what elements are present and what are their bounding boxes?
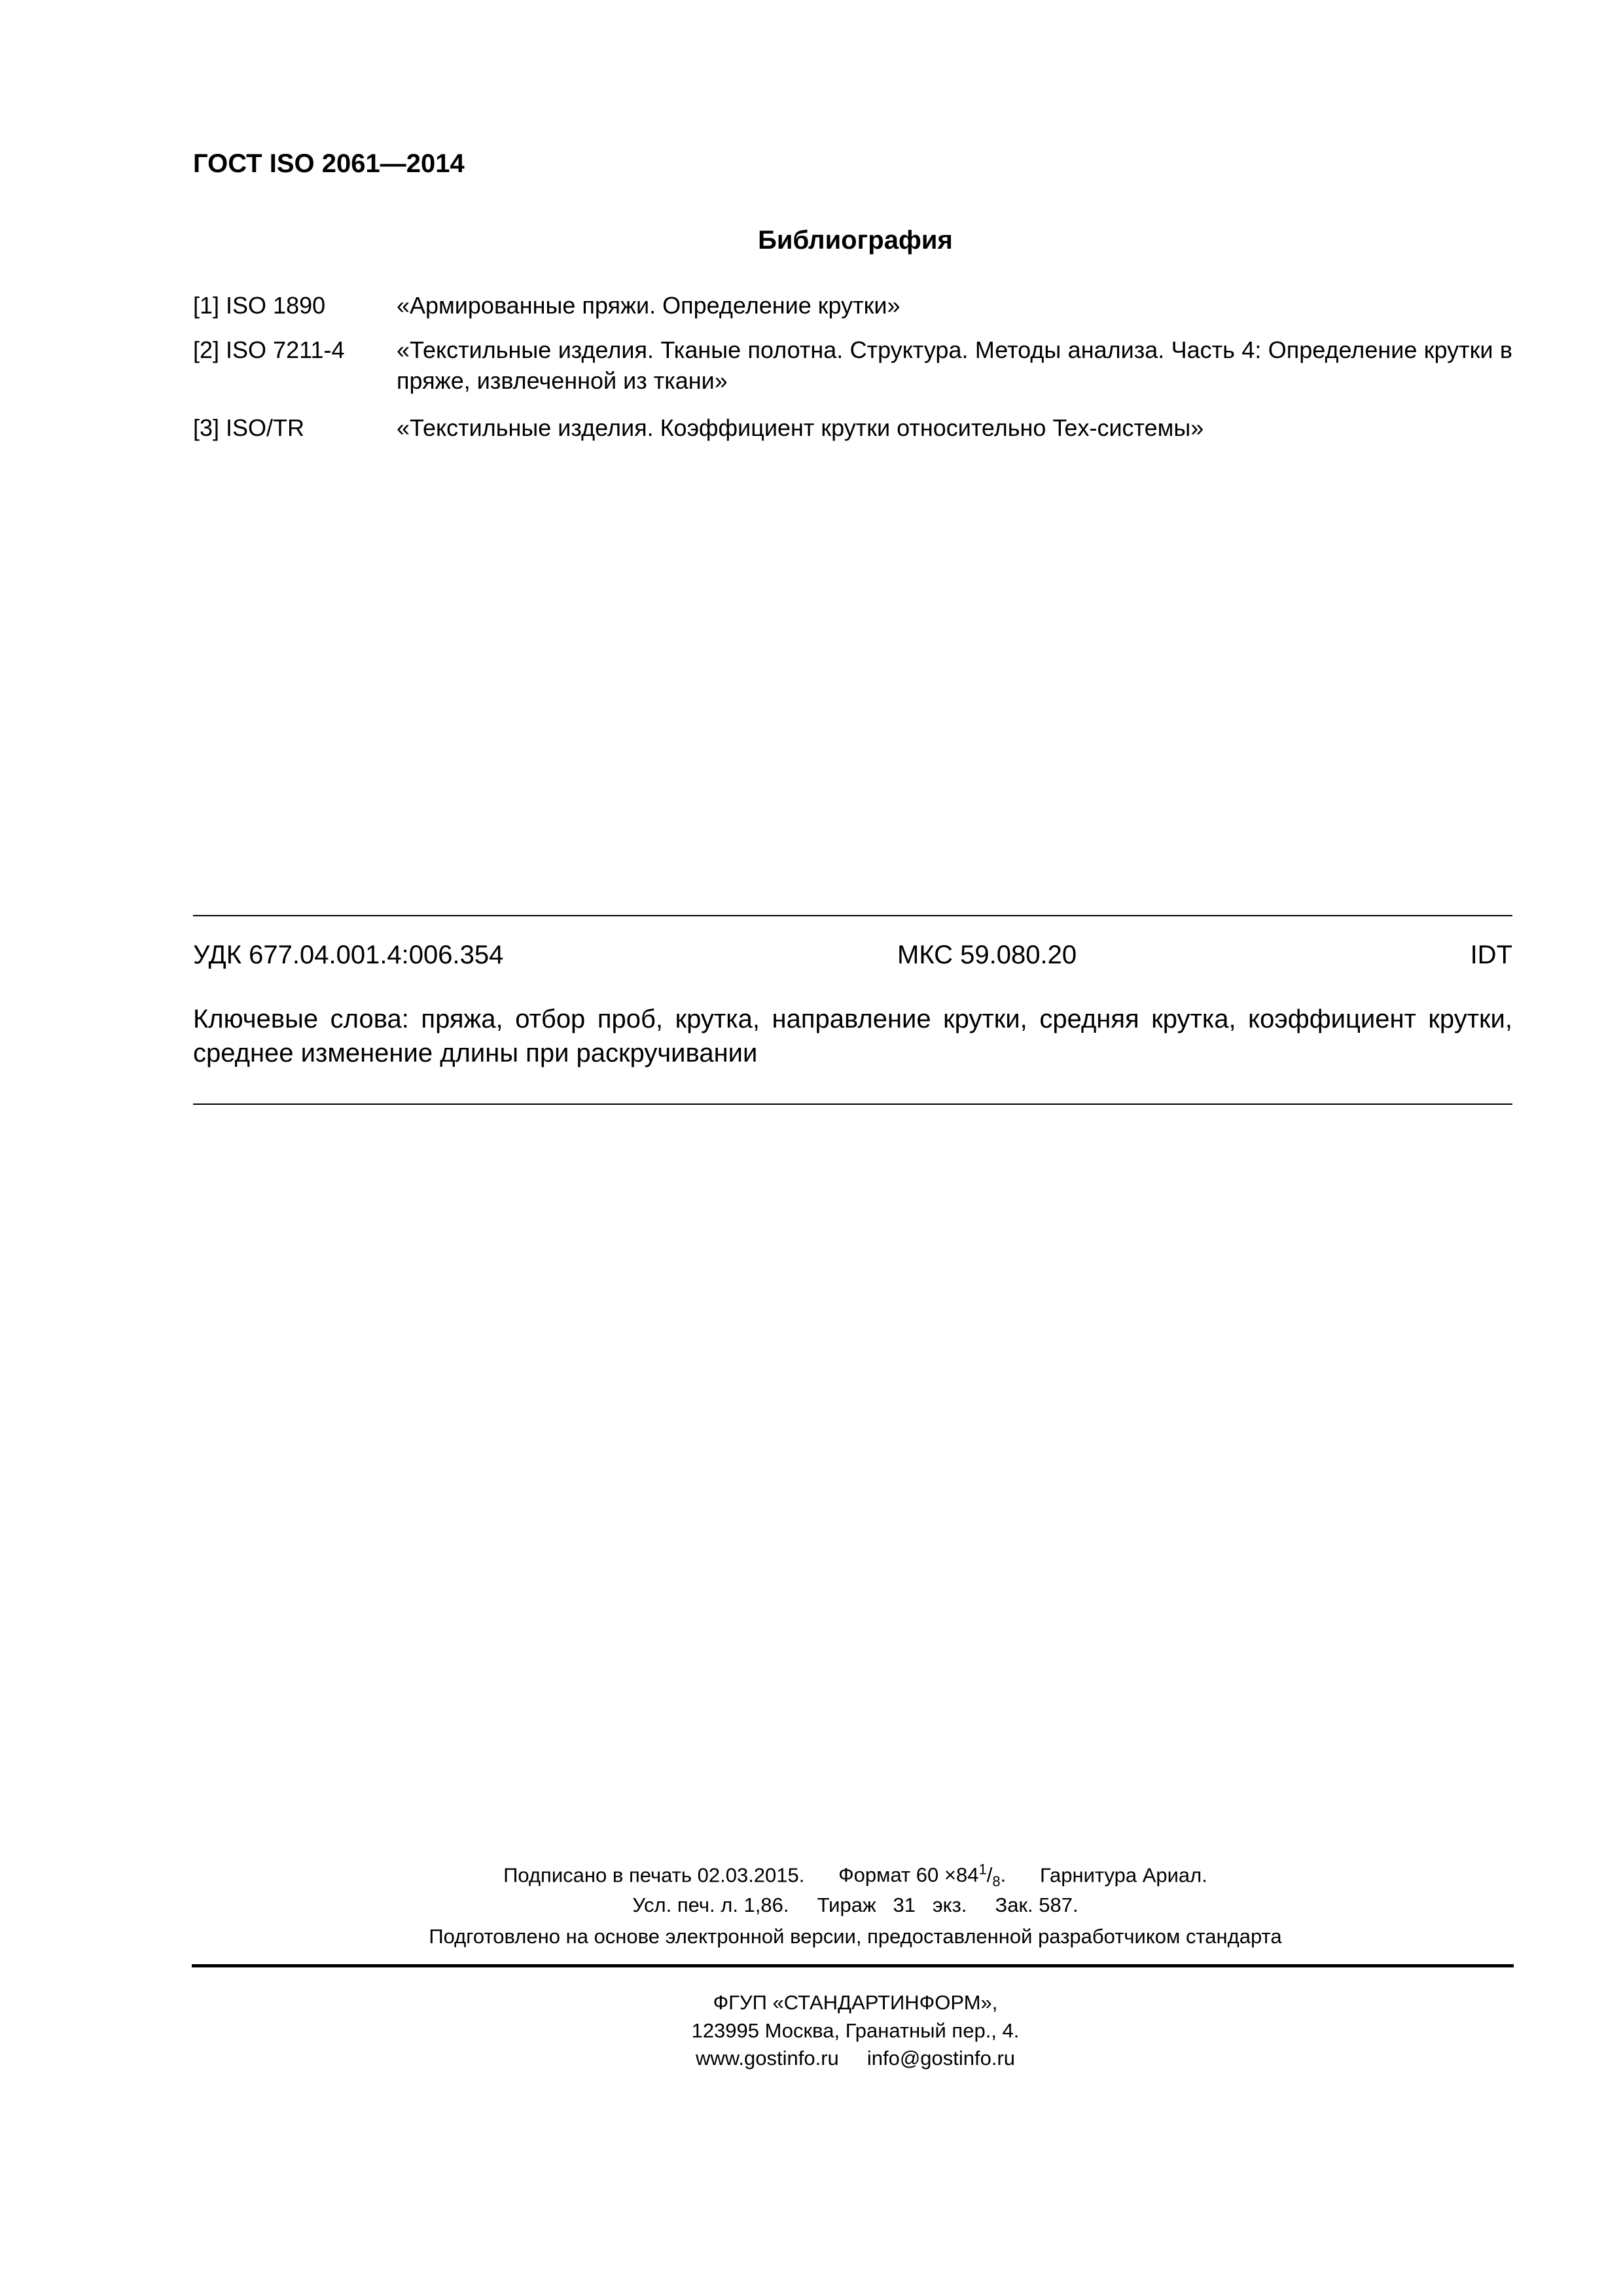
bibliography-entry bbox=[193, 334, 1512, 396]
publisher-website[interactable]: www.gostinfo.ru bbox=[695, 2047, 839, 2070]
bibliography-entry bbox=[193, 290, 1512, 321]
bibliography-text: «Армированные пряжи. Определение крутки» bbox=[397, 292, 901, 319]
publisher-name: ФГУП «СТАНДАРТИНФОРМ», bbox=[713, 1991, 998, 2014]
order-number: Зак. 587. bbox=[995, 1893, 1079, 1916]
imprint-print-info bbox=[0, 1892, 1623, 1918]
divider-bottom bbox=[193, 1103, 1512, 1105]
bibliography-ref: [1] ISO 1890 bbox=[193, 292, 326, 319]
bibliography-entry bbox=[193, 412, 1512, 443]
publisher-contacts bbox=[0, 2045, 1623, 2072]
publisher-email[interactable]: info@gostinfo.ru bbox=[866, 2047, 1016, 2070]
keywords: Ключевые слова: пряжа, отбор проб, крутка, направление крутки, средняя крутка, коэффициент крутки, среднее изменение длины при раскручивании bbox=[193, 1005, 1512, 1067]
imprint-signed bbox=[0, 1857, 1623, 1895]
publisher-address: 123995 Москва, Гранатный пер., 4. bbox=[691, 2019, 1020, 2042]
format: Формат $60 \times 84^1/_8$. bbox=[838, 1861, 1007, 1890]
typeface: Гарнитура Ариал. bbox=[1039, 1863, 1207, 1887]
divider-top bbox=[193, 915, 1512, 916]
bibliography-ref: [2] ISO 7211-4 bbox=[193, 336, 345, 363]
bibliography-ref: [3] ISO/TR bbox=[193, 414, 305, 441]
document-number: ГОСТ ISO 2061—2014 bbox=[193, 149, 465, 178]
classification-row bbox=[193, 938, 1512, 972]
circulation: Тираж 31 экз. bbox=[817, 1893, 967, 1916]
signed-date: Подписано в печать 02.03.2015. bbox=[503, 1863, 805, 1887]
bibliography-text: «Текстильные изделия. Коэффициент крутки относительно Tex-системы» bbox=[397, 414, 1204, 441]
mks-code: МКС 59.080.20 bbox=[897, 941, 1077, 969]
bibliography-title: Библиография bbox=[758, 226, 953, 255]
publisher-divider bbox=[192, 1964, 1514, 1967]
imprint-prepared: Подготовлено на основе электронной версии, предоставленной разработчиком стандарта bbox=[429, 1925, 1282, 1948]
idt-code: IDT bbox=[1470, 941, 1512, 969]
udk-code: УДК 677.04.001.4:006.354 bbox=[193, 941, 504, 969]
bibliography-text: «Текстильные изделия. Тканые полотна. Структура. Методы анализа. Часть 4: Определение крутки в пряже, извлеченной из ткани» bbox=[397, 336, 1512, 394]
print-sheets: Усл. печ. л. 1,86. bbox=[632, 1893, 789, 1916]
